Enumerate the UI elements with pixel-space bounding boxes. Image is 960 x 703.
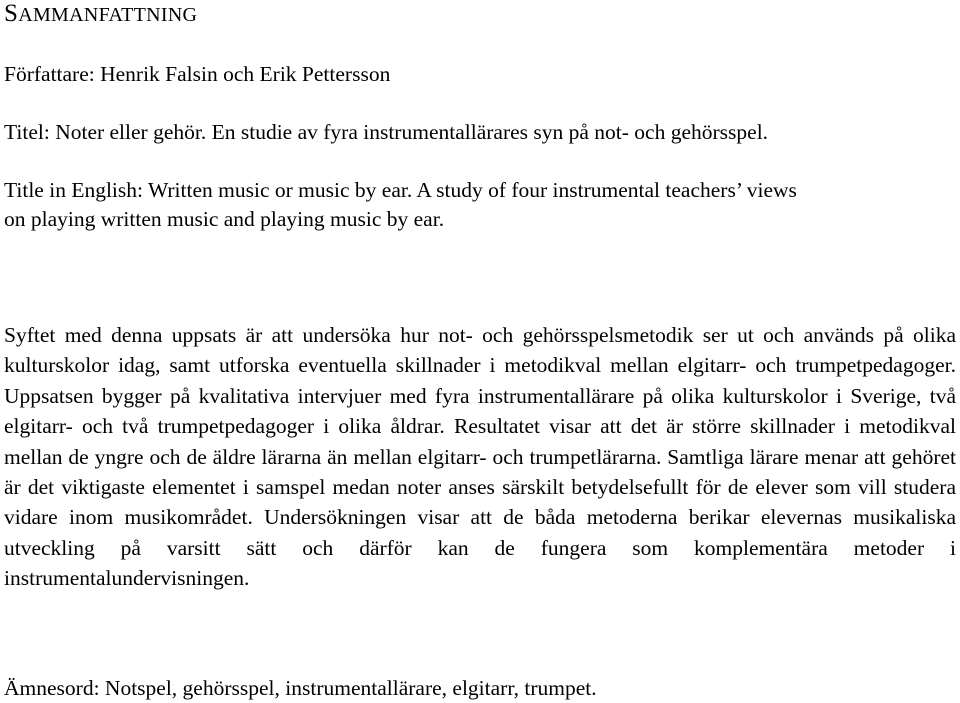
- section-heading: [4, 0, 197, 30]
- english-title: [4, 176, 797, 234]
- heading-rest: AMMANFATTNING: [18, 4, 198, 26]
- keywords-line: Ämnesord: Notspel, gehörsspel, instrumentallärare, elgitarr, trumpet.: [4, 676, 597, 700]
- english-title-line-2: on playing written music and playing music by ear.: [4, 207, 445, 231]
- heading-initial: S: [4, 0, 19, 27]
- author-line: Författare: Henrik Falsin och Erik Pettersson: [4, 62, 391, 86]
- abstract-paragraph: Syftet med denna uppsats är att undersöka hur not- och gehörsspelsmetodik ser ut och används på olika kulturskolor idag, samt utforska eventuella skillnader i metodikval mellan elgitarr- och trumpetpedagoger. Uppsatsen bygger på kvalitativa intervjuer med fyra instrumentallärare på olika kulturskolor i Sverige, två elgitarr- och två trumpetpedagoger i olika åldrar. Resultatet visar att det är större skillnader i metodikval mellan de yngre och de äldre lärarna än mellan elgitarr- och trumpetlärarna. Samtliga lärare menar att gehöret är det viktigaste elementet i samspel medan noter anses särskilt betydelsefullt för de elever som vill studera vidare inom musikområdet. Undersökningen visar att de båda metoderna berikar elevernas musikaliska utveckling på varsitt sätt och därför kan de fungera som komplementära metoder i instrumentalundervisningen.: [4, 323, 956, 591]
- swedish-title-line: Titel: Noter eller gehör. En studie av fyra instrumentallärares syn på not- och gehörsspel.: [4, 120, 769, 144]
- english-title-line-1: Title in English: Written music or music by ear. A study of four instrumental teachers’ views: [4, 178, 797, 202]
